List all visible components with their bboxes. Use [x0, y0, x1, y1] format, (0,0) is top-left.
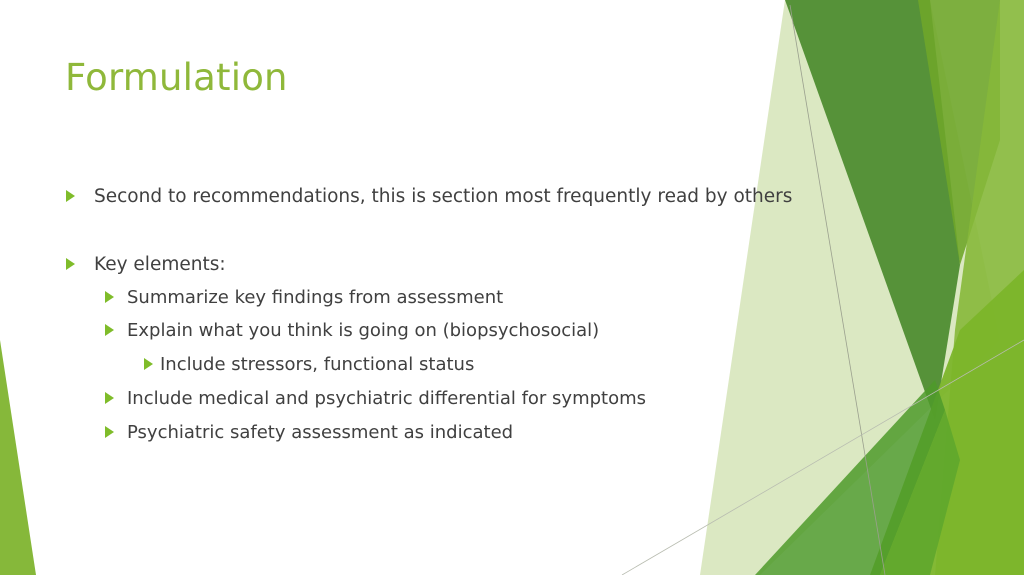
sub-bullet-item — [105, 320, 599, 341]
sub-bullet-item — [105, 388, 646, 409]
sub-bullet-item — [105, 422, 513, 443]
bullet-item — [66, 254, 226, 275]
slide-title: Formulation — [65, 56, 288, 99]
triangle-bullet-icon — [66, 258, 75, 270]
bullet-text: Psychiatric safety assessment as indicated — [127, 422, 514, 443]
triangle-bullet-icon — [105, 426, 114, 438]
bullet-text: Second to recommendations, this is section most frequently read by others — [94, 186, 793, 207]
left-green-shape — [0, 340, 36, 575]
triangle-bullet-icon — [105, 324, 114, 336]
bullet-text: Include stressors, functional status — [160, 354, 475, 375]
sub-sub-bullet-item — [144, 354, 474, 375]
bullet-text: Key elements: — [94, 254, 226, 275]
triangle-bullet-icon — [105, 392, 114, 404]
triangle-bullet-icon — [105, 291, 114, 303]
bullet-text: Summarize key findings from assessment — [127, 287, 504, 308]
bullet-item — [66, 186, 792, 207]
triangle-bullet-icon — [66, 190, 75, 202]
bullet-text: Explain what you think is going on (biopsychosocial) — [127, 320, 600, 341]
triangle-bullet-icon — [144, 358, 153, 370]
bullet-text: Include medical and psychiatric differential for symptoms — [127, 388, 647, 409]
sub-bullet-item — [105, 287, 503, 308]
